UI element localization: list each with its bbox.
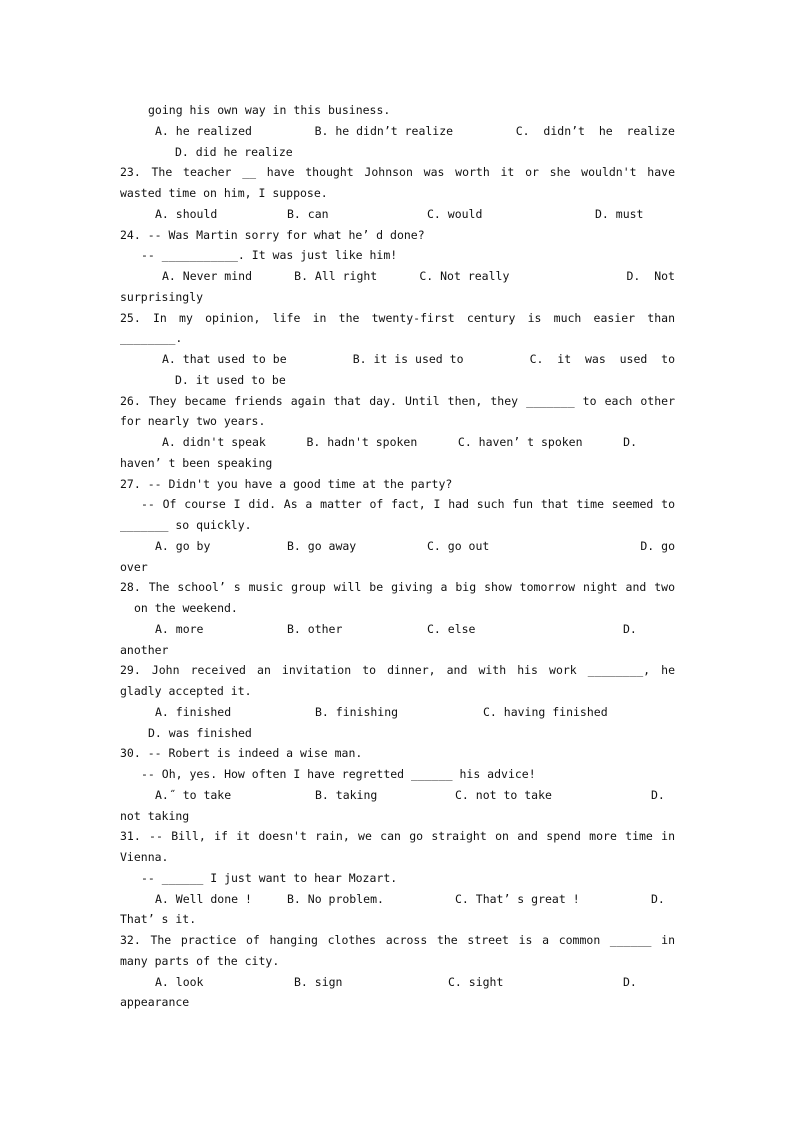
q29-option-b: B. finishing (315, 704, 399, 719)
q27-option-d-wrap: over (120, 559, 148, 574)
q26-option-b: B. hadn't spoken (306, 435, 418, 449)
question-24-response: -- ___________. It was just like him! (141, 248, 398, 263)
q32-option-d-wrap: appearance (120, 995, 190, 1010)
question-27-options (120, 536, 675, 557)
question-24-options (120, 266, 675, 287)
question-25-stem: 25. In my opinion, life in the twenty-first century is much easier than (120, 310, 675, 325)
q24-option-c: C. Not really (419, 269, 510, 283)
q22-option-d: D. did he realize (175, 144, 293, 159)
q29-option-a: A. finished (155, 704, 232, 719)
question-31-options (120, 889, 675, 910)
q29-option-c: C. having finished (483, 704, 608, 719)
q27-option-c: C. go out (427, 538, 490, 553)
question-23-stem-cont: wasted time on him, I suppose. (120, 186, 328, 200)
q30-option-b: B. taking (315, 787, 378, 802)
question-27-response-cont: _______ so quickly. (120, 518, 252, 532)
question-32-stem: 32. The practice of hanging clothes across the street is a common ______ in (120, 933, 675, 947)
question-29-stem: 29. John received an invitation to dinner, and with his work ________, he (120, 663, 675, 678)
question-30-response: -- Oh, yes. How often I have regretted ______ his advice! (141, 767, 536, 781)
q25-option-b: B. it is used to (352, 352, 464, 366)
q28-option-d: D. (623, 621, 637, 636)
question-28-stem: 28. The school’ s music group will be giving a big show tomorrow night and two (120, 580, 675, 595)
question-30-options (120, 785, 675, 806)
q31-option-a: A. Well done ! (155, 891, 252, 906)
question-24-stem: 24. -- Was Martin sorry for what he’ d done? (120, 227, 425, 242)
q28-option-c: C. else (427, 621, 476, 636)
q27-option-d: D. go (640, 538, 675, 553)
q24-option-d-wrap: surprisingly (120, 289, 204, 304)
question-26-stem: 26. They became friends again that day. Until then, they _______ to each other (120, 393, 675, 408)
q23-option-d: D. must (595, 206, 644, 221)
q23-option-b: B. can (287, 206, 329, 221)
q27-option-a: A. go by (155, 538, 211, 553)
q32-option-c: C. sight (448, 974, 504, 989)
q28-option-a: A. more (155, 621, 204, 636)
q27-option-b: B. go away (287, 538, 357, 553)
q26-option-a: A. didn't speak (162, 435, 266, 449)
q25-option-a: A. that used to be (162, 352, 287, 366)
q29-option-d: D. was finished (148, 725, 252, 740)
q31-option-d-wrap: That’ s it. (120, 912, 197, 927)
q31-option-d: D. (651, 891, 665, 906)
question-23-options (120, 204, 675, 225)
q24-option-a: A. Never mind (162, 269, 253, 283)
question-29-options (120, 702, 675, 723)
q26-option-c: C. haven’ t spoken (457, 435, 583, 449)
q28-option-d-wrap: another (120, 642, 169, 657)
question-28-stem-cont: on the weekend. (134, 601, 238, 615)
q32-option-a: A. look (155, 974, 204, 989)
q30-option-d: D. (651, 787, 665, 802)
question-32-stem-cont: many parts of the city. (120, 953, 280, 968)
question-31-stem: 31. -- Bill, if it doesn't rain, we can go straight on and spend more time in (120, 829, 675, 844)
q30-option-a: A.˝ to take (155, 787, 232, 802)
question-26-options (120, 432, 675, 453)
question-25-options (120, 349, 675, 370)
q25-option-d: D. it used to be (175, 372, 286, 387)
question-31-response: -- ______ I just want to hear Mozart. (141, 870, 398, 885)
q23-option-a: A. should (155, 206, 218, 221)
question-31-stem-cont: Vienna. (120, 850, 169, 864)
q24-option-b: B. All right (294, 269, 378, 283)
question-26-stem-cont: for nearly two years. (120, 414, 266, 429)
q22-option-b: B. he didn’t realize (314, 123, 454, 138)
q31-option-b: B. No problem. (287, 891, 384, 906)
q23-option-c: C. would (427, 206, 483, 221)
q22-option-a: A. he realized (155, 123, 252, 138)
question-28-options (120, 619, 675, 640)
question-30-stem: 30. -- Robert is indeed a wise man. (120, 746, 363, 761)
question-25-blank: ________. (120, 331, 183, 346)
question-22-options (120, 121, 675, 142)
q32-option-d: D. (623, 974, 637, 989)
q22-option-c: C. didn’t he realize (515, 123, 675, 138)
question-27-response: -- Of course I did. As a matter of fact, I had such fun that time seemed to (141, 497, 675, 512)
q30-option-d-wrap: not taking (120, 808, 190, 823)
question-27-stem: 27. -- Didn't you have a good time at the party? (120, 476, 453, 491)
q32-option-b: B. sign (294, 974, 343, 989)
question-22-continuation: going his own way in this business. (148, 103, 391, 117)
q25-option-c: C. it was used to (529, 352, 675, 366)
q28-option-b: B. other (287, 621, 343, 636)
q26-option-d-wrap: haven’ t been speaking (120, 455, 273, 470)
q26-option-d: D. (623, 435, 637, 449)
exam-page (120, 100, 675, 1013)
question-32-options (120, 972, 675, 993)
question-29-stem-cont: gladly accepted it. (120, 684, 252, 698)
q31-option-c: C. That’ s great ! (455, 891, 580, 906)
q30-option-c: C. not to take (455, 787, 552, 802)
q24-option-d: D. Not (626, 269, 675, 283)
question-23-stem: 23. The teacher __ have thought Johnson was worth it or she wouldn't have (120, 165, 675, 180)
